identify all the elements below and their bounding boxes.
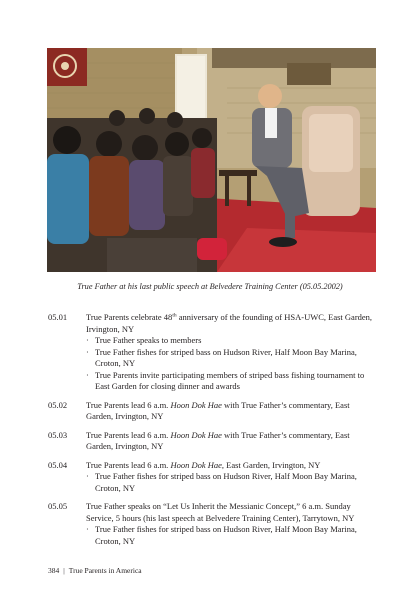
entry-sub-item: · True Father fishes for striped bass on Hudson River, Half Moon Bay Marina, Croton, NY: [86, 346, 357, 368]
entry-body: [86, 312, 378, 393]
entry-main-text: True Parents lead 6 a.m. Hoon Dok Hae with True Father’s commentary, East Garden, Irvington, NY: [86, 429, 350, 451]
entry-main-text: True Parents lead 6 a.m. Hoon Dok Hae with True Father’s commentary, East Garden, Irvington, NY: [86, 399, 350, 421]
entry-body: [86, 430, 378, 453]
entry-sub-item: · True Father fishes for striped bass on Hudson River, Half Moon Bay Marina, Croton, NY: [86, 471, 357, 493]
entry-date: 05.02: [48, 399, 68, 410]
chronology-entry: [48, 460, 378, 495]
entry-sub-item: · True Parents invite participating members of striped bass fishing tournament to East Garden for closing dinner and awards: [86, 369, 365, 391]
running-title: True Parents in America: [68, 566, 142, 575]
photo-illustration: [47, 48, 376, 272]
entry-sub-item: · True Father fishes for striped bass on Hudson River, Half Moon Bay Marina, Croton, NY: [86, 524, 357, 546]
chronology-list: [48, 312, 378, 554]
entry-main-text: True Parents lead 6 a.m. Hoon Dok Hae, East Garden, Irvington, NY: [86, 459, 321, 470]
page-number: 384: [48, 566, 60, 575]
entry-date: 05.05: [48, 501, 68, 511]
entry-main-text: True Parents celebrate 48th anniversary of the founding of HSA-UWC, East Garden, Irvington, NY: [86, 312, 373, 334]
entry-body: [86, 400, 378, 423]
footer-separator: |: [63, 566, 65, 575]
entry-date: 05.01: [48, 312, 68, 322]
entry-body: [86, 460, 378, 495]
chronology-entry: [48, 501, 378, 547]
chronology-entry: [48, 400, 378, 423]
event-photo: [47, 48, 376, 272]
entry-date: 05.03: [48, 429, 68, 440]
entry-date: 05.04: [48, 459, 68, 470]
entry-body: [86, 501, 378, 547]
entry-sub-item: · True Father speaks to members: [86, 335, 202, 345]
chronology-entry: [48, 312, 378, 393]
entry-main-text: True Father speaks on “Let Us Inherit the Messianic Concept,” 6 a.m. Sunday Service, 5 hours (his last speech at Belvedere Training Center), Tarrytown, NY: [86, 501, 355, 523]
page-footer: [48, 566, 142, 575]
chronology-entry: [48, 430, 378, 453]
photo-caption: True Father at his last public speech at Belvedere Training Center (05.05.2002): [77, 282, 343, 291]
